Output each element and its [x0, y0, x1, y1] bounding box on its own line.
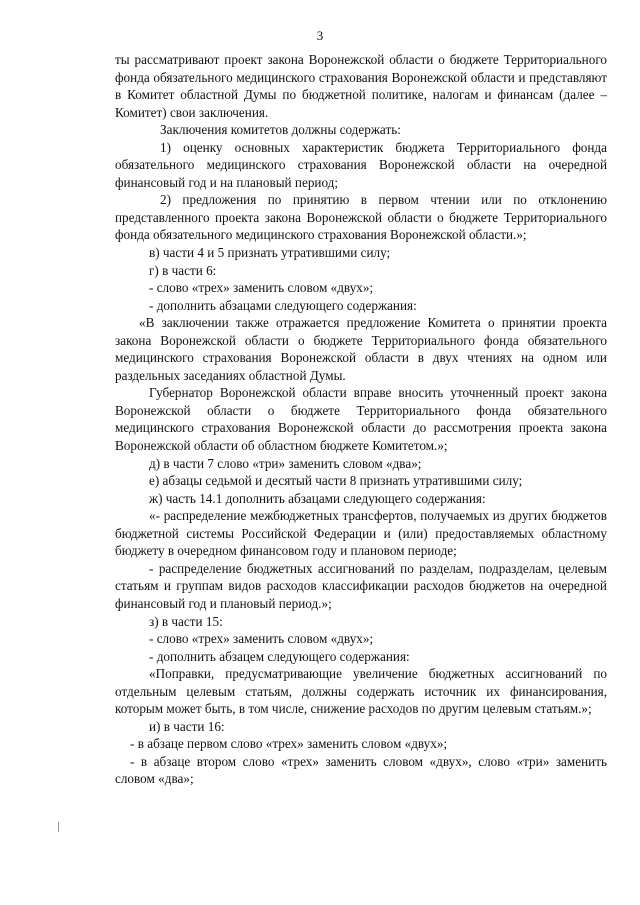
page-number: 3: [316, 28, 324, 43]
paragraph: и) в части 16:: [149, 718, 225, 734]
paragraph: - в абзаце первом слово «трех» заменить словом «двух»;: [130, 736, 448, 752]
document-body: [115, 51, 607, 788]
paragraph: е) абзацы седьмой и десятый части 8 признать утратившими силу;: [149, 473, 523, 489]
paragraph: д) в части 7 слово «три» заменить словом «два»;: [149, 455, 422, 471]
paragraph: - слово «трех» заменить словом «двух»;: [149, 631, 374, 647]
paragraph: - распределение бюджетных ассигнований по разделам, подразделам, целевым статьям и группам видов расходов классификации расходов бюджетов на очередной финансовый год и плановый период.»;: [115, 560, 607, 611]
scan-artifact: [58, 822, 59, 832]
paragraph: ты рассматривают проект закона Воронежской области о бюджете Территориального фонда обязательного медицинского страхования Воронежской области и представляют в Комитет областной Думы по бюджетной политике, налогам и финансам (далее – Комитет) свои заключения.: [115, 52, 607, 120]
paragraph: - в абзаце втором слово «трех» заменить словом «двух», слово «три» заменить словом «два»;: [115, 753, 607, 787]
paragraph: Заключения комитетов должны содержать:: [160, 122, 401, 138]
paragraph: з) в части 15:: [149, 613, 223, 629]
paragraph: Губернатор Воронежской области вправе вносить уточненный проект закона Воронежской области о бюджете Территориального фонда обязательного медицинского страхования Воронежской области до рассмотрения проекта закона Воронежской области об областном бюджете Комитетом.»;: [115, 385, 607, 454]
paragraph: 2) предложения по принятию в первом чтении или по отклонению представленного проекта закона Воронежской области о бюджете Территориального фонда обязательного медицинского страхования Воронежской области.»;: [115, 192, 607, 243]
paragraph: г) в части 6:: [149, 262, 217, 278]
paragraph: - дополнить абзацами следующего содержания:: [149, 297, 417, 313]
paragraph: «В заключении также отражается предложение Комитета о принятии проекта закона Воронежской области о бюджете Территориального фонда обязательного медицинского страхования Воронежской области в двух чтениях на одном или раздельных заседаниях областной Думы.: [115, 315, 607, 383]
paragraph: «Поправки, предусматривающие увеличение бюджетных ассигнований по отдельным целевым статьям, должны содержать источник их финансирования, которым может быть, в том числе, снижение расходов по другим целевым статьям.»;: [115, 666, 607, 717]
paragraph: 1) оценку основных характеристик бюджета Территориального фонда обязательного медицинского страхования Воронежской области на очередной финансовый год и на плановый период;: [115, 139, 607, 190]
paragraph: ж) часть 14.1 дополнить абзацами следующего содержания:: [149, 490, 486, 506]
paragraph: - слово «трех» заменить словом «двух»;: [149, 280, 374, 296]
paragraph: в) части 4 и 5 признать утратившими силу;: [149, 245, 391, 261]
paragraph: - дополнить абзацем следующего содержания:: [149, 648, 410, 664]
paragraph: «- распределение межбюджетных трансфертов, получаемых из других бюджетов бюджетной системы Российской Федерации и (или) предоставляемых областному бюджету в очередном финансовом году и плановом периоде;: [115, 508, 607, 559]
